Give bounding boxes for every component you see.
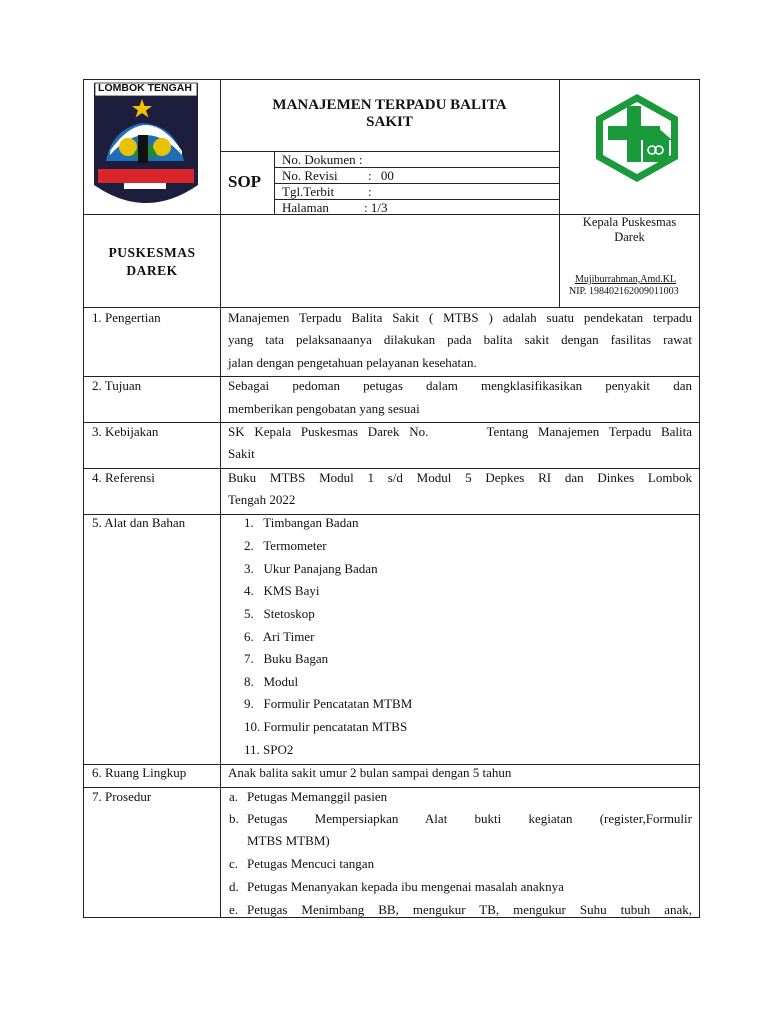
publish-date-label: Tgl.Terbit bbox=[282, 184, 335, 199]
section-label-referensi: 4. Referensi bbox=[92, 470, 155, 485]
alat-item: 10. Formulir pencatatan MTBS bbox=[244, 719, 408, 734]
title-line-1: MANAJEMEN TERPADU BALITA bbox=[272, 97, 507, 113]
prosedur-marker: b. bbox=[229, 811, 239, 826]
head-nip: NIP. 198402162009011003 bbox=[569, 286, 679, 297]
tujuan-line-2: memberikan pengobatan yang sesuai bbox=[228, 401, 420, 416]
head-name: Mujiburrahman,Amd.KL bbox=[575, 274, 677, 285]
section-label-kebijakan: 3. Kebijakan bbox=[92, 424, 159, 439]
document-title bbox=[222, 97, 557, 131]
kebijakan-line-1: SK Kepala Puskesmas Darek No. Tentang Manajemen Terpadu Balita bbox=[228, 424, 692, 439]
doc-number-label: No. Dokumen : bbox=[282, 152, 363, 167]
section-label-pengertian: 1. Pengertian bbox=[92, 310, 161, 325]
alat-item: 2. Termometer bbox=[244, 538, 327, 553]
lombok-tengah-logo bbox=[92, 81, 200, 213]
kebijakan-line-2: Sakit bbox=[228, 446, 255, 461]
puskesmas-logo bbox=[590, 92, 684, 184]
org-line-1: PUSKESMAS bbox=[108, 245, 196, 260]
section-label-ruang: 6. Ruang Lingkup bbox=[92, 765, 187, 780]
alat-item: 9. Formulir Pencatatan MTBM bbox=[244, 696, 413, 711]
pengertian-line-1: Manajemen Terpadu Balita Sakit ( MTBS ) adalah suatu pendekatan terpadu bbox=[228, 310, 692, 325]
org-line-2: DAREK bbox=[126, 263, 178, 278]
alat-item: 1. Timbangan Badan bbox=[244, 515, 359, 530]
prosedur-marker: e. bbox=[229, 902, 239, 917]
alat-item: 6. Ari Timer bbox=[244, 629, 315, 644]
revision-value: : 00 bbox=[368, 168, 394, 183]
publish-date-value: : bbox=[368, 184, 372, 199]
tujuan-line-1: Sebagai pedoman petugas dalam mengklasifikasikan penyakit dan bbox=[228, 378, 692, 393]
revision-label: No. Revisi bbox=[282, 168, 338, 183]
title-line-2: SAKIT bbox=[366, 114, 413, 130]
prosedur-line: MTBS MTBM) bbox=[247, 833, 330, 848]
alat-item: 4. KMS Bayi bbox=[244, 583, 320, 598]
alat-item: 5. Stetoskop bbox=[244, 606, 315, 621]
pengertian-line-3: jalan dengan pengetahuan pelayanan kesehatan. bbox=[228, 355, 477, 370]
section-label-tujuan: 2. Tujuan bbox=[92, 378, 142, 393]
prosedur-marker: a. bbox=[229, 789, 239, 804]
alat-item: 3. Ukur Panajang Badan bbox=[244, 561, 378, 576]
referensi-line-1: Buku MTBS Modul 1 s/d Modul 5 Depkes RI dan Dinkes Lombok bbox=[228, 470, 692, 485]
head-title-line-2: Darek bbox=[614, 230, 645, 244]
sop-label: SOP bbox=[228, 172, 262, 191]
logo-label: LOMBOK TENGAH bbox=[98, 82, 192, 94]
section-label-prosedur: 7. Prosedur bbox=[92, 789, 152, 804]
head-title bbox=[561, 215, 698, 245]
referensi-line-2: Tengah 2022 bbox=[228, 492, 296, 507]
page-value: : 1/3 bbox=[364, 200, 388, 215]
prosedur-line: Petugas Menanyakan kepada ibu mengenai masalah anaknya bbox=[247, 879, 564, 894]
head-title-line-1: Kepala Puskesmas bbox=[582, 215, 677, 229]
org-name bbox=[85, 244, 219, 280]
prosedur-line: Petugas Mempersiapkan Alat bukti kegiatan (register,Formulir bbox=[247, 811, 692, 826]
prosedur-line: Petugas Mencuci tangan bbox=[247, 856, 375, 871]
prosedur-line: Petugas Menimbang BB, mengukur TB, mengukur Suhu tubuh anak, bbox=[247, 902, 692, 917]
pengertian-line-2: yang tata pelaksanaanya dilakukan pada balita sakit dengan fasilitas rawat bbox=[228, 332, 692, 347]
section-label-alat: 5. Alat dan Bahan bbox=[92, 515, 186, 530]
ruang-text: Anak balita sakit umur 2 bulan sampai dengan 5 tahun bbox=[228, 765, 512, 780]
prosedur-marker: d. bbox=[229, 879, 239, 894]
alat-item: 7. Buku Bagan bbox=[244, 651, 329, 666]
alat-item: 8. Modul bbox=[244, 674, 299, 689]
page-label: Halaman bbox=[282, 200, 329, 215]
prosedur-marker: c. bbox=[229, 856, 239, 871]
alat-item: 11. SPO2 bbox=[244, 742, 294, 757]
prosedur-line: Petugas Memanggil pasien bbox=[247, 789, 388, 804]
